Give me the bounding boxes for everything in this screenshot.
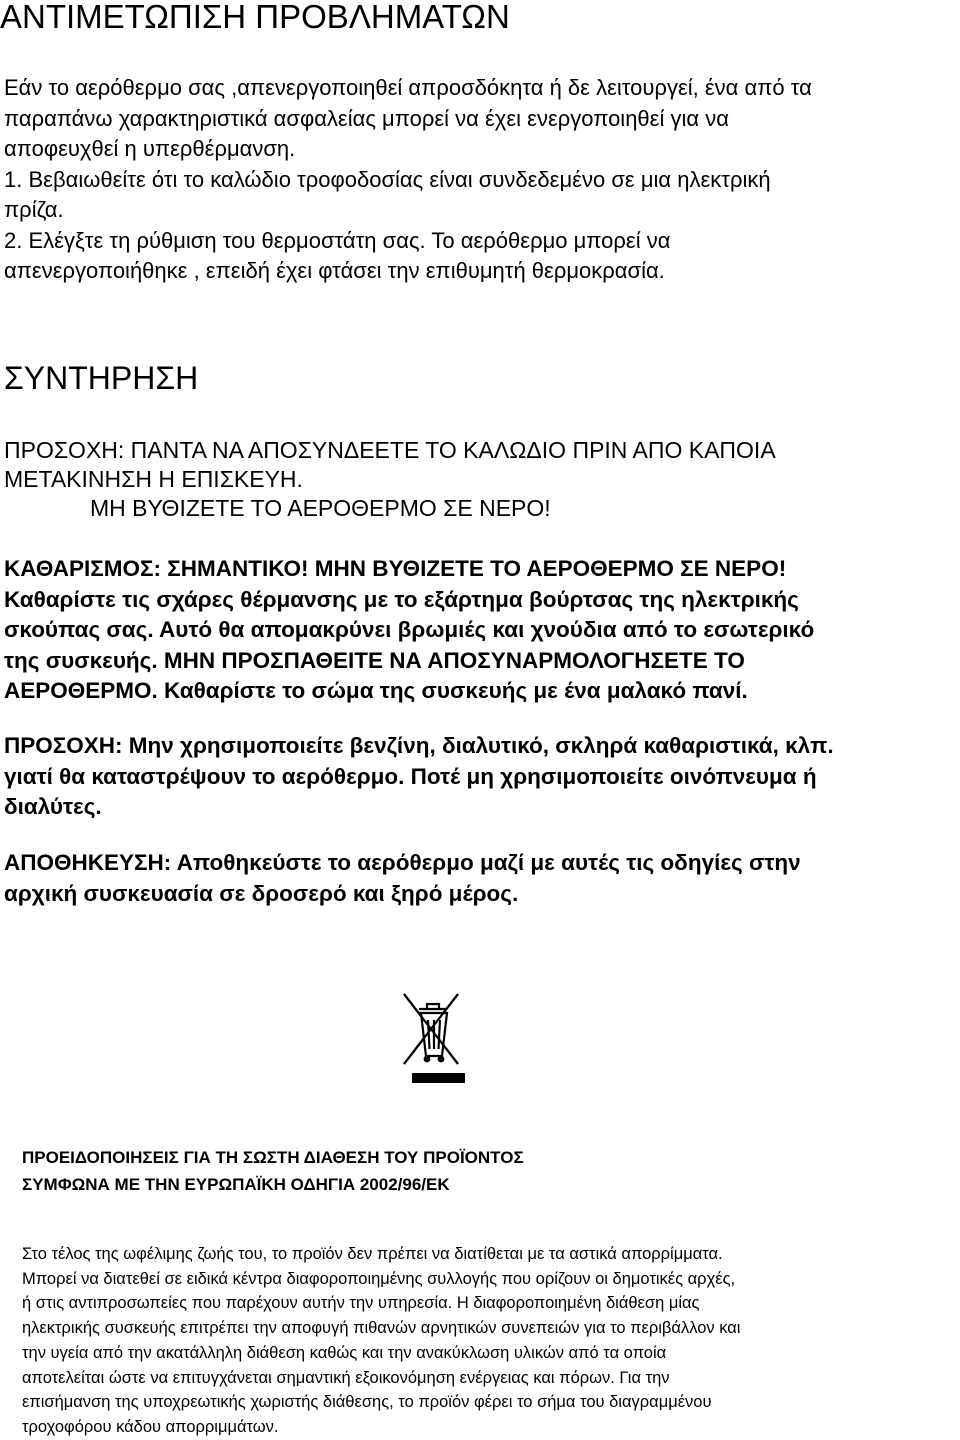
cleaning-line: Καθαρίστε τις σχάρες θέρμανσης με το εξάρτημα βούρτσας της ηλεκτρικής [4,586,799,612]
troubleshooting-title: ΑΝΤΙΜΕΤΩΠΙΣΗ ΠΡΟΒΛΗΜΑΤΩΝ [0,0,510,35]
disposal-line: επισήμανση της υποχρεωτικής χωριστής διάθεσης, το προϊόν φέρει το σήμα του διαγραμμένου [22,1393,712,1412]
disposal-title-line: ΠΡΟΕΙΔΟΠΟΙΗΣΕΙΣ ΓΙΑ ΤΗ ΣΩΣΤΗ ΔΙΑΘΕΣΗ ΤΟΥ ΠΡΟΪΟΝΤΟΣ [22,1148,524,1167]
disposal-line: την υγεία από την ακατάλληλη διάθεση καθώς και την ανακύκλωση υλικών από τα οποία [22,1343,667,1362]
caution-line: διαλύτες. [4,794,102,819]
text-line: απενεργοποιήθηκε , επειδή έχει φτάσει την επιθυμητή θερμοκρασία. [4,258,665,283]
no-water-warning: ΜΗ ΒΥΘΙΖΕΤΕ ΤΟ ΑΕΡΟΘΕΡΜΟ ΣΕ ΝΕΡΟ! [90,495,551,521]
disposal-line: ηλεκτρικής συσκευής επιτρέπει την αποφυγή πιθανών αρνητικών συνεπειών για το περιβάλλον και [22,1319,741,1338]
disposal-text [22,1242,740,1440]
maintenance-warning [4,436,776,523]
cleaning-line: ΚΑΘΑΡΙΣΜΟΣ: ΣΗΜΑΝΤΙΚΟ! ΜΗΝ ΒΥΘΙΖΕΤΕ ΤΟ ΑΕΡΟΘΕΡΜΟ ΣΕ ΝΕΡΟ! [4,556,787,581]
cleaning-section [4,554,814,707]
cleaning-line: της συσκευής. ΜΗΝ ΠΡΟΣΠΑΘΕΙΤΕ ΝΑ ΑΠΟΣΥΝΑΡΜΟΛΟΓΗΣΕΤΕ ΤΟ [4,647,745,673]
text-line: παραπάνω χαρακτηριστικά ασφαλείας μπορεί να έχει ενεργοποιηθεί για να [4,105,729,131]
cleaning-line: σκούπας σας. Αυτό θα απομακρύνει βρωμιές και χνούδια από το εσωτερικό [4,617,815,642]
maintenance-title: ΣΥΝΤΗΡΗΣΗ [4,360,199,396]
storage-line: ΑΠΟΘΗΚΕΥΣΗ: Αποθηκεύστε το αερόθερμο μαζί με αυτές τις οδηγίες στην [4,850,801,875]
crossed-out-wheelie-bin-icon [400,992,470,1088]
text-line: 2. Ελέγξτε τη ρύθμιση του θερμοστάτη σας. Το αερόθερμο μπορεί να [4,227,671,253]
troubleshooting-text [4,73,812,287]
disposal-title [22,1144,524,1198]
storage-section [4,848,801,909]
text-line: αποφευχθεί η υπερθέρμανση. [4,136,296,161]
disposal-line: Μπορεί να διατεθεί σε ειδικά κέντρα διαφοροποιημένης συλλογής που ορίζουν οι δημοτικές αρχές, [22,1269,736,1288]
warning-line: ΜΕΤΑΚΙΝΗΣΗ Η ΕΠΙΣΚΕΥΗ. [4,466,303,492]
text-line: 1. Βεβαιωθείτε ότι το καλώδιο τροφοδοσίας είναι συνδεδεμένο σε μια ηλεκτρική [4,166,771,192]
cleaning-line: ΑΕΡΟΘΕΡΜΟ. Καθαρίστε το σώμα της συσκευής με ένα μαλακό πανί. [4,678,748,703]
disposal-title-line: ΣΥΜΦΩΝΑ ΜΕ ΤΗΝ ΕΥΡΩΠΑΪΚΗ ΟΔΗΓΙΑ 2002/96/ΕΚ [22,1175,450,1194]
text-line: Εάν το αερόθερμο σας ,απενεργοποιηθεί απροσδόκητα ή δε λειτουργεί, ένα από τα [4,75,812,100]
disposal-line: ή στις αντιπροσωπείες που παρέχουν αυτήν την υπηρεσία. Η διαφοροποιημένη διάθεση μίας [22,1294,700,1313]
disposal-line: αποτελείται ώστε να επιτυγχάνεται σημαντική εξοικονόμηση ενέργειας και πόρων. Για την [22,1368,670,1387]
caution-line: γιατί θα καταστρέψουν το αερόθερμο. Ποτέ μη χρησιμοποιείτε οινόπνευμα ή [4,763,817,789]
storage-line: αρχική συσκευασία σε δροσερό και ξηρό μέρος. [4,880,519,906]
caution-line: ΠΡΟΣΟΧΗ: Μην χρησιμοποιείτε βενζίνη, διαλυτικό, σκληρά καθαριστικά, κλπ. [4,733,834,758]
caution-section [4,731,834,823]
disposal-line: τροχοφόρου κάδου απορριμμάτων. [22,1417,279,1436]
warning-line: ΠΡΟΣΟΧΗ: ΠΑΝΤΑ ΝΑ ΑΠΟΣΥΝΔΕΕΤΕ ΤΟ ΚΑΛΩΔΙΟ ΠΡΙΝ ΑΠΟ ΚΑΠΟΙΑ [4,437,776,463]
disposal-line: Στο τέλος της ωφέλιμης ζωής του, το προϊόν δεν πρέπει να διατίθεται με τα αστικά απορρίμματα. [22,1245,723,1263]
text-line: πρίζα. [4,197,64,222]
